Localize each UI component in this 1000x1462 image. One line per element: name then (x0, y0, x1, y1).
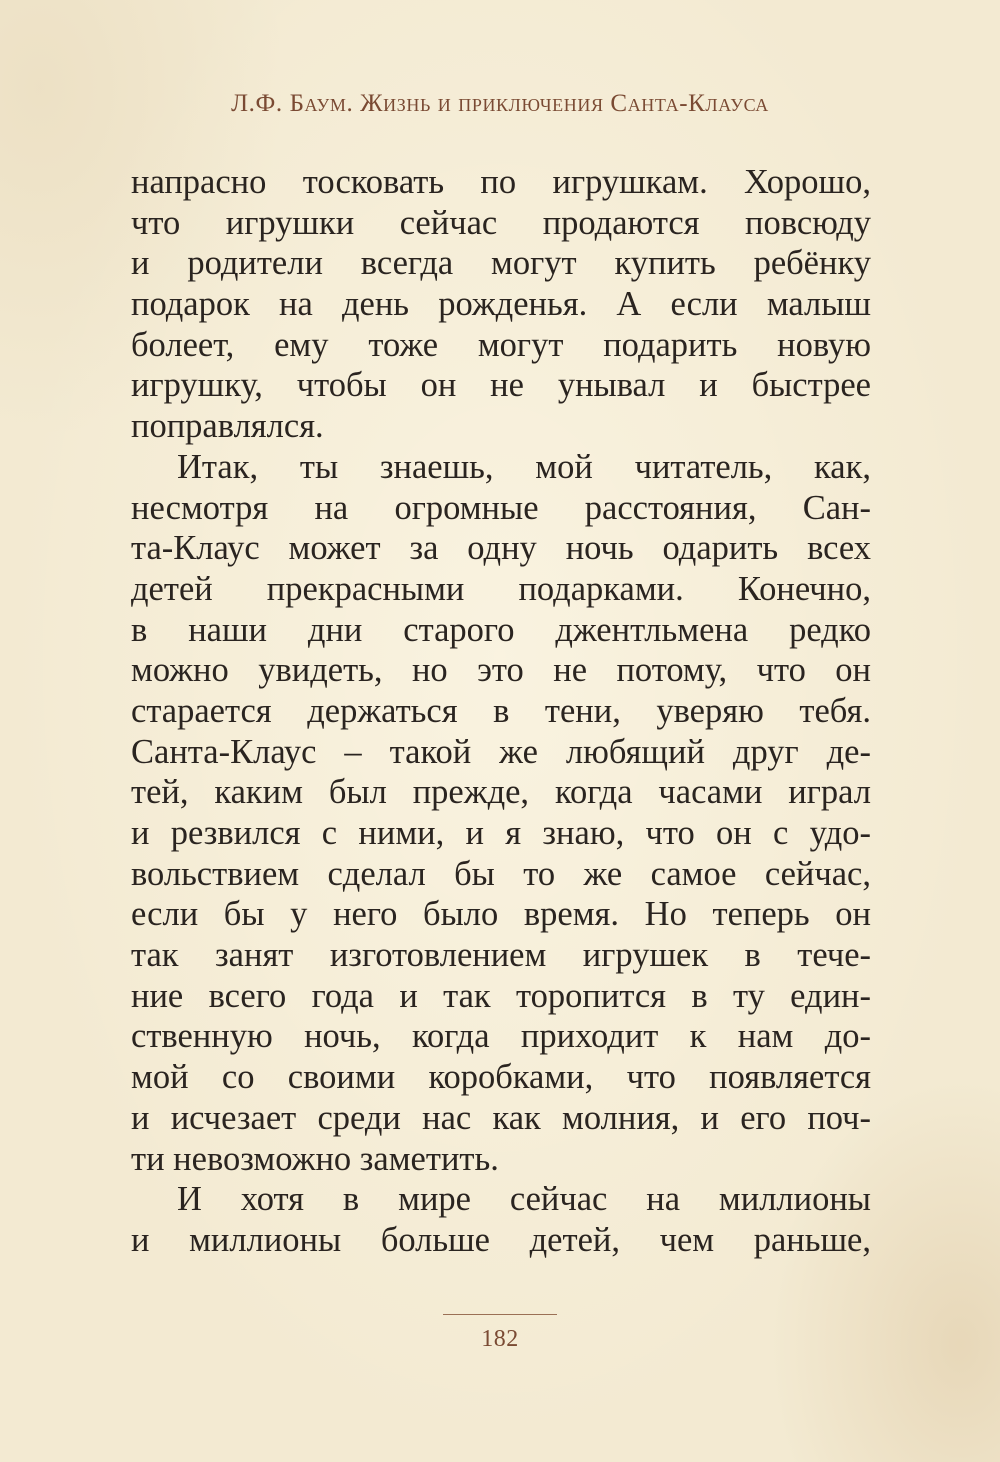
text-line: И хотя в мире сейчас на миллионы (177, 1180, 871, 1219)
text-line: старается держаться в тени, уверяю тебя. (131, 691, 871, 730)
text-line: мой со своими коробками, что появляется (131, 1058, 871, 1097)
text-line: если бы у него было время. Но теперь он (131, 895, 871, 934)
text-line: игрушку, чтобы он не унывал и быстрее (131, 366, 871, 405)
text-line: вольствием сделал бы то же самое сейчас, (131, 854, 871, 893)
text-line: и миллионы больше детей, чем раньше, (131, 1220, 871, 1259)
paragraph (131, 1179, 871, 1260)
text-line: и родители всегда могут купить ребёнку (131, 244, 871, 283)
text-line: та-Клаус может за одну ночь одарить всех (131, 529, 871, 568)
paragraph (131, 447, 871, 1179)
page-number: 182 (481, 1326, 519, 1352)
text-line: можно увидеть, но это не потому, что он (131, 651, 871, 690)
text-line: поправлялся. (131, 407, 324, 446)
paragraph (131, 162, 871, 447)
text-line: ственную ночь, когда приходит к нам до- (131, 1017, 871, 1056)
text-line: несмотря на огромные расстояния, Сан- (131, 488, 871, 527)
text-line: напрасно тосковать по игрушкам. Хорошо, (131, 163, 871, 201)
text-line: Санта-Клаус – такой же любящий друг де- (131, 732, 871, 771)
text-line: подарок на день рожденья. А если малыш (131, 285, 871, 324)
text-line: болеет, ему тоже могут подарить новую (131, 325, 871, 364)
running-head: Л.Ф. Баум. Жизнь и приключения Санта-Клауса (231, 90, 769, 117)
text-line: и исчезает среди нас как молния, и его поч- (131, 1098, 871, 1137)
text-line: тей, каким был прежде, когда часами играл (131, 773, 871, 812)
text-line: ти невозможно заметить. (131, 1139, 499, 1178)
text-line: детей прекрасными подарками. Конечно, (131, 569, 871, 608)
text-line: что игрушки сейчас продаются повсюду (131, 203, 871, 242)
folio-rule (443, 1314, 557, 1315)
text-line: в наши дни старого джентльмена редко (131, 610, 871, 649)
text-line: и резвился с ними, и я знаю, что он с удо- (131, 814, 871, 852)
text-line: так занят изготовлением игрушек в тече- (131, 936, 871, 975)
text-line: Итак, ты знаешь, мой читатель, как, (177, 447, 871, 486)
body-text (131, 162, 871, 1261)
text-line: ние всего года и так торопится в ту един- (131, 976, 871, 1015)
